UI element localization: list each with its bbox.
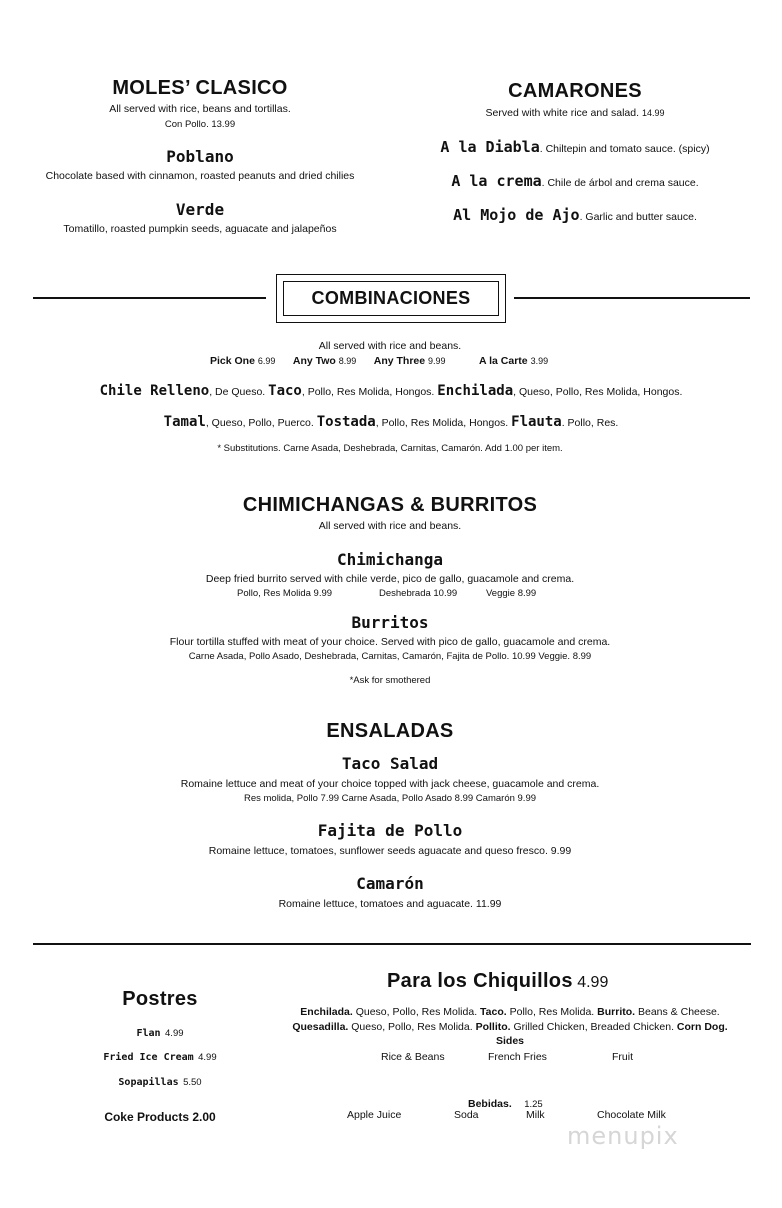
side-item: Rice & Beans	[381, 1051, 445, 1063]
camaron-salad-name: Camarón	[356, 874, 424, 893]
pick-one-label: Pick One	[210, 355, 255, 367]
combo-item-name: Tostada	[316, 414, 376, 430]
combo-item-desc: , Queso, Pollo, Res Molida, Hongos.	[513, 386, 683, 398]
postres-title: Postres	[122, 988, 198, 1010]
bebida-item: Apple Juice	[347, 1109, 402, 1121]
camarones-item	[400, 138, 750, 157]
postre-price: 4.99	[165, 1028, 184, 1039]
camarones-subtitle-text: Served with white rice and salad.	[485, 107, 640, 119]
poblano-name: Poblano	[166, 147, 234, 166]
moles-subtitle: All served with rice, beans and tortillas.	[109, 103, 291, 115]
kids-item-name: Burrito.	[597, 1006, 636, 1018]
chimichanga-price-veggie: Veggie 8.99	[486, 588, 537, 599]
camarones-item-desc: . Chile de árbol and crema sauce.	[541, 177, 699, 189]
chimichanga-price-deshebrada: Deshebrada 10.99	[379, 588, 458, 599]
fajita-salad-desc: Romaine lettuce, tomatoes, sunflower seeds aguacate and queso fresco. 9.99	[208, 845, 572, 857]
camarones-item-desc: . Chiltepin and tomato sauce. (spicy)	[539, 143, 710, 155]
divider-bottom	[33, 943, 751, 945]
kids-item-name: Enchilada.	[300, 1006, 353, 1018]
postre-item	[60, 1023, 260, 1041]
bebida-item: Soda	[454, 1109, 479, 1121]
combinaciones-substitutions: * Substitutions. Carne Asada, Deshebrada, Carnitas, Camarón. Add 1.00 per item.	[217, 443, 563, 454]
divider-right	[514, 297, 750, 299]
chiquillos-price: 4.99	[577, 974, 609, 991]
any-two-label: Any Two	[292, 355, 336, 367]
chimichangas-subtitle: All served with rice and beans.	[318, 520, 462, 532]
bebidas-price: 1.25	[524, 1099, 543, 1110]
combinaciones-line-1	[20, 382, 762, 400]
chiquillos-title: Para los Chiquillos	[387, 970, 573, 992]
kids-item-desc: Beans & Cheese.	[635, 1006, 720, 1018]
combo-item-desc: , Pollo, Res Molida, Hongos.	[301, 386, 438, 398]
burritos-desc: Flour tortilla stuffed with meat of your choice. Served with pico de gallo, guacamole and crema.	[169, 636, 611, 648]
camarones-item-name: Al Mojo de Ajo	[453, 206, 580, 224]
fajita-salad-name: Fajita de Pollo	[317, 821, 463, 840]
camarones-title: CAMARONES	[508, 80, 642, 102]
combo-item-name: Taco	[268, 383, 302, 399]
divider-left	[33, 297, 266, 299]
any-two-price: 8.99	[338, 356, 357, 366]
combo-item-desc: , De Queso.	[209, 386, 269, 398]
side-item: French Fries	[488, 1051, 547, 1063]
postre-item	[60, 1047, 260, 1065]
poblano-desc: Chocolate based with cinnamon, roasted peanuts and dried chilies	[45, 170, 355, 182]
a-la-carte-price: 3.99	[530, 356, 549, 366]
kids-item-name: Pollito.	[475, 1021, 511, 1033]
camarones-item-desc: . Garlic and butter sauce.	[579, 211, 697, 223]
chimichanga-desc: Deep fried burrito served with chile verde, pico de gallo, guacamole and crema.	[205, 573, 575, 585]
postre-name: Sopapillas	[118, 1077, 179, 1088]
pick-one-price: 6.99	[257, 356, 276, 366]
postre-name: Fried Ice Cream	[103, 1052, 194, 1063]
bebida-item: Milk	[526, 1109, 545, 1121]
bebida-item: Chocolate Milk	[597, 1109, 666, 1121]
chiquillos-line-1	[270, 1006, 750, 1018]
kids-item-name: Quesadilla.	[292, 1021, 349, 1033]
a-la-carte-label: A la Carte	[479, 355, 528, 367]
burritos-smothered-note: *Ask for smothered	[349, 675, 431, 686]
chimichanga-name: Chimichanga	[337, 550, 443, 569]
burritos-prices: Carne Asada, Pollo Asado, Deshebrada, Carnitas, Camarón, Fajita de Pollo. 10.99 Veggie. 8.99	[188, 651, 592, 662]
taco-salad-desc: Romaine lettuce and meat of your choice topped with jack cheese, guacamole and crema.	[180, 778, 600, 790]
postre-price: 4.99	[198, 1052, 217, 1063]
burritos-name: Burritos	[351, 613, 429, 632]
postre-name: Flan	[136, 1028, 161, 1039]
combo-item-desc: , Queso, Pollo, Puerco.	[205, 417, 317, 429]
taco-salad-name: Taco Salad	[341, 754, 439, 773]
combo-item-desc: . Pollo, Res.	[561, 417, 619, 429]
combinaciones-pricing	[210, 355, 590, 367]
camarones-item-name: A la Diabla	[440, 138, 540, 156]
combinaciones-title: COMBINACIONES	[311, 288, 471, 308]
camarones-subtitle	[420, 107, 730, 119]
combinaciones-title-box	[283, 281, 499, 316]
any-three-label: Any Three	[373, 355, 426, 367]
combo-item-name: Chile Relleno	[99, 383, 210, 399]
ensaladas-title: ENSALADAS	[326, 720, 454, 742]
chimichangas-title: CHIMICHANGAS & BURRITOS	[242, 494, 538, 516]
combo-item-name: Tamal	[163, 414, 206, 430]
taco-salad-prices: Res molida, Pollo 7.99 Carne Asada, Pollo Asado 8.99 Camarón 9.99	[243, 793, 537, 804]
postre-item	[60, 1072, 260, 1090]
coke-products: Coke Products 2.00	[104, 1110, 216, 1124]
combinaciones-subtitle: All served with rice and beans.	[318, 340, 462, 352]
combo-item-desc: , Pollo, Res Molida, Hongos.	[375, 417, 512, 429]
camarones-item-name: A la crema	[451, 172, 542, 190]
kids-item-desc: Pollo, Res Molida.	[506, 1006, 598, 1018]
combo-item-name: Flauta	[511, 414, 562, 430]
bebidas-title: Bebidas.	[468, 1098, 512, 1110]
verde-name: Verde	[175, 200, 225, 219]
kids-item-desc: Grilled Chicken, Breaded Chicken.	[510, 1021, 677, 1033]
verde-desc: Tomatillo, roasted pumpkin seeds, aguacate and jalapeños	[63, 223, 337, 235]
combo-item-name: Enchilada	[437, 383, 514, 399]
combinaciones-line-2	[20, 413, 762, 431]
sides-title: Sides	[495, 1035, 524, 1047]
postre-price: 5.50	[183, 1077, 202, 1088]
menupix-watermark: menupix	[567, 1122, 679, 1150]
camarones-item	[400, 206, 750, 225]
camarones-price: 14.99	[641, 108, 665, 118]
any-three-price: 9.99	[428, 356, 446, 366]
chiquillos-line-2	[270, 1021, 750, 1033]
moles-title: MOLES’ CLASICO	[112, 77, 288, 99]
camarones-item	[400, 172, 750, 191]
moles-con-pollo: Con Pollo. 13.99	[164, 119, 236, 130]
kids-item-desc: Queso, Pollo, Res Molida.	[348, 1021, 476, 1033]
camaron-salad-desc: Romaine lettuce, tomatoes and aguacate. 11.99	[278, 898, 502, 910]
side-item: Fruit	[612, 1051, 633, 1063]
kids-item-desc: Queso, Pollo, Res Molida.	[352, 1006, 481, 1018]
kids-item-name: Corn Dog.	[676, 1021, 728, 1033]
chiquillos-header	[387, 970, 608, 993]
chimichanga-price-pollo: Pollo, Res Molida 9.99	[237, 588, 333, 599]
kids-item-name: Taco.	[480, 1006, 507, 1018]
